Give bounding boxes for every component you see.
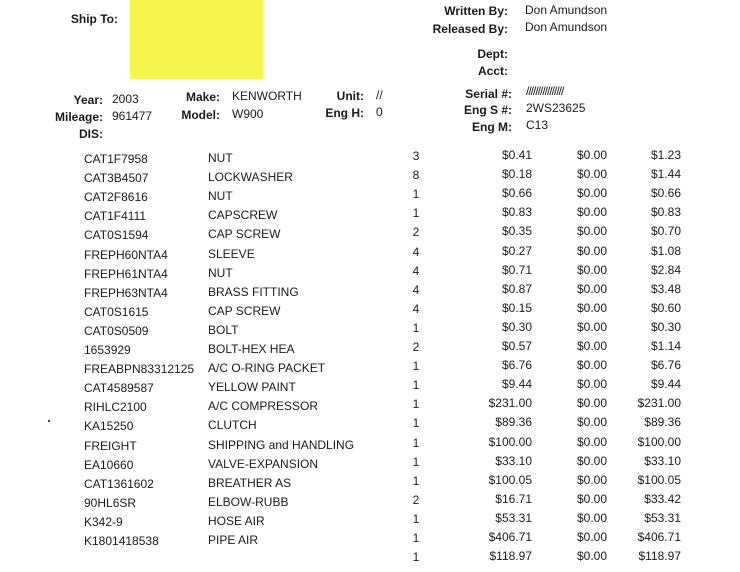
part-description: CAPSCREW	[208, 208, 278, 223]
discount: $0.00	[576, 549, 607, 564]
part-number: FREABPN83312125	[84, 362, 195, 377]
part-description: CAP SCREW	[208, 227, 281, 242]
part-description: LOCKWASHER	[208, 170, 293, 185]
extended-price: $406.71	[637, 530, 681, 544]
quantity: 1	[412, 206, 420, 221]
eng-s-label: Eng S #:	[463, 103, 512, 117]
unit-price: $100.05	[488, 472, 532, 487]
part-number: EA10660	[84, 457, 134, 472]
quantity: 4	[412, 244, 420, 259]
discount: $0.00	[576, 300, 607, 315]
unit-price: $0.83	[501, 205, 532, 220]
part-number: K342-9	[84, 514, 123, 529]
eng-h-value: 0	[376, 105, 383, 119]
extended-price: $9.44	[650, 377, 681, 392]
extended-price: $100.00	[637, 434, 681, 449]
quantity: 1	[412, 511, 420, 526]
part-description: SLEEVE	[208, 246, 255, 261]
part-description: CLUTCH	[208, 418, 257, 433]
discount: $0.00	[576, 434, 607, 449]
unit-price: $9.44	[501, 377, 532, 392]
discount: $0.00	[576, 339, 607, 353]
discount: $0.00	[576, 415, 607, 430]
discount: $0.00	[576, 167, 607, 182]
extended-price: $53.31	[644, 510, 681, 525]
part-number: CAT1F4111	[84, 209, 147, 224]
part-description: A/C O-RING PACKET	[208, 361, 326, 376]
part-number: FREPH60NTA4	[84, 247, 168, 262]
discount: $0.00	[576, 186, 607, 201]
part-description: A/C COMPRESSOR	[208, 399, 319, 414]
part-number: CAT0S0509	[84, 323, 149, 338]
written-by-value: Don Amundson	[525, 3, 608, 17]
part-number: CAT1361602	[84, 476, 154, 491]
extended-price: $0.83	[650, 205, 681, 220]
serial-value: ////////////////	[526, 84, 564, 98]
unit-price: $33.10	[495, 453, 532, 468]
extended-price: $33.42	[644, 491, 681, 506]
part-number: FREPH63NTA4	[84, 285, 168, 300]
extended-price: $2.84	[650, 262, 681, 277]
discount: $0.00	[576, 491, 607, 506]
unit-price: $0.66	[501, 186, 532, 201]
quantity: 1	[412, 550, 420, 565]
discount: $0.00	[576, 243, 607, 258]
unit-price: $0.18	[501, 167, 532, 182]
quantity: 3	[412, 149, 420, 163]
part-number: 1653929	[84, 343, 131, 357]
part-number: 90HL6SR	[84, 495, 137, 510]
part-description: ELBOW-RUBB	[208, 494, 289, 509]
make-label: Make:	[185, 90, 220, 104]
unit-value: //	[376, 88, 383, 102]
part-description: BRASS FITTING	[208, 284, 299, 299]
discount: $0.00	[576, 377, 607, 392]
discount: $0.00	[576, 319, 607, 334]
part-description: NUT	[208, 151, 233, 165]
extended-price: $100.05	[637, 472, 681, 487]
discount: $0.00	[576, 510, 607, 525]
extended-price: $0.30	[650, 319, 681, 334]
extended-price: $231.00	[637, 396, 681, 411]
extended-price: $1.23	[650, 148, 681, 162]
dis-label: DIS:	[79, 127, 103, 141]
eng-m-value: C13	[526, 118, 549, 132]
unit-price: $16.71	[495, 491, 532, 506]
eng-m-label: Eng M:	[472, 120, 512, 134]
unit-price: $0.71	[501, 262, 532, 277]
released-by-value: Don Amundson	[525, 20, 608, 34]
part-number: CAT1F7958	[84, 152, 148, 166]
sticky-note-redaction	[130, 0, 263, 79]
part-number: FREPH61NTA4	[84, 266, 168, 281]
quantity: 1	[412, 359, 420, 374]
part-description: NUT	[208, 189, 233, 204]
dept-label: Dept:	[477, 47, 508, 61]
quantity: 4	[412, 263, 420, 278]
extended-price: $3.48	[650, 281, 681, 296]
discount: $0.00	[576, 358, 607, 373]
model-value: W900	[232, 107, 264, 121]
extended-price: $33.10	[644, 453, 681, 468]
make-value: KENWORTH	[232, 89, 302, 103]
quantity: 1	[412, 531, 420, 545]
discount: $0.00	[576, 396, 607, 411]
discount: $0.00	[576, 205, 607, 220]
unit-price: $100.00	[488, 434, 532, 449]
discount: $0.00	[576, 224, 607, 239]
table-row	[0, 549, 740, 572]
part-description: HOSE AIR	[208, 513, 265, 528]
quantity: 4	[412, 301, 420, 316]
unit-price: $0.30	[501, 319, 532, 334]
unit-price: $0.15	[501, 300, 532, 315]
discount: $0.00	[576, 530, 607, 544]
part-description: SHIPPING and HANDLING	[208, 437, 355, 452]
serial-label: Serial #:	[465, 87, 512, 101]
unit-price: $89.36	[495, 415, 532, 430]
unit-price: $0.57	[501, 339, 532, 353]
written-by-label: Written By:	[444, 4, 508, 18]
part-description: BOLT	[208, 322, 239, 337]
quantity: 1	[412, 378, 420, 393]
eng-s-value: 2WS23625	[526, 101, 586, 115]
quantity: 8	[412, 168, 420, 183]
discount: $0.00	[576, 281, 607, 296]
quantity: 2	[412, 492, 420, 507]
unit-price: $0.27	[501, 243, 532, 258]
discount: $0.00	[576, 472, 607, 487]
extended-price: $6.76	[650, 358, 681, 373]
part-number: RIHLC2100	[84, 400, 147, 415]
year-value: 2003	[112, 92, 139, 106]
part-number: FREIGHT	[84, 438, 137, 453]
quantity: 1	[412, 454, 420, 469]
quantity: 2	[412, 225, 420, 240]
extended-price: $118.97	[638, 549, 681, 564]
quantity: 1	[412, 397, 420, 412]
quantity: 1	[412, 320, 420, 335]
part-description: NUT	[208, 265, 233, 280]
extended-price: $89.36	[644, 415, 681, 430]
extended-price: $0.60	[650, 300, 681, 315]
unit-price: $53.31	[495, 510, 532, 525]
unit-price: $0.41	[501, 148, 532, 162]
part-number: CAT4589587	[84, 381, 154, 396]
discount: $0.00	[576, 262, 607, 277]
part-description: CAP SCREW	[208, 303, 281, 318]
part-number: CAT0S1594	[84, 228, 149, 243]
discount: $0.00	[576, 453, 607, 468]
acct-label: Acct:	[477, 64, 508, 78]
part-description: BOLT-HEX HEA	[208, 342, 295, 356]
part-description: YELLOW PAINT	[208, 380, 296, 395]
part-number: CAT3B4507	[84, 171, 149, 186]
quantity: 1	[412, 435, 420, 450]
eng-h-label: Eng H:	[325, 106, 364, 120]
mileage-value: 961477	[112, 109, 153, 123]
extended-price: $1.44	[650, 167, 681, 182]
extended-price: $1.08	[650, 243, 681, 258]
mileage-label: Mileage:	[54, 110, 103, 124]
extended-price: $0.70	[650, 224, 681, 239]
unit-price: $0.35	[501, 224, 532, 239]
extended-price: $1.14	[650, 339, 681, 353]
unit-price: $231.00	[488, 396, 532, 411]
part-description: PIPE AIR	[208, 533, 259, 547]
extended-price: $0.66	[650, 186, 681, 201]
part-number: K1801418538	[84, 534, 159, 548]
unit-price: $118.97	[489, 549, 532, 564]
quantity: 1	[412, 473, 420, 488]
quantity: 2	[412, 340, 420, 354]
quantity: 1	[412, 416, 420, 431]
part-description: BREATHER AS	[208, 475, 292, 490]
part-number: CAT0S1615	[84, 304, 149, 319]
released-by-label: Released By:	[432, 22, 508, 36]
part-number: CAT2F8616	[84, 190, 148, 205]
unit-price: $0.87	[501, 281, 532, 296]
unit-price: $6.76	[501, 358, 532, 373]
part-description: VALVE-EXPANSION	[208, 456, 319, 471]
unit-label: Unit:	[336, 89, 364, 103]
quantity: 1	[412, 187, 420, 202]
year-label: Year:	[73, 93, 103, 107]
unit-price: $406.71	[488, 530, 532, 544]
quantity: 4	[412, 282, 420, 297]
model-label: Model:	[181, 108, 220, 122]
ship-to-label: Ship To:	[70, 12, 118, 26]
part-number: KA15250	[84, 419, 134, 434]
discount: $0.00	[576, 148, 607, 162]
